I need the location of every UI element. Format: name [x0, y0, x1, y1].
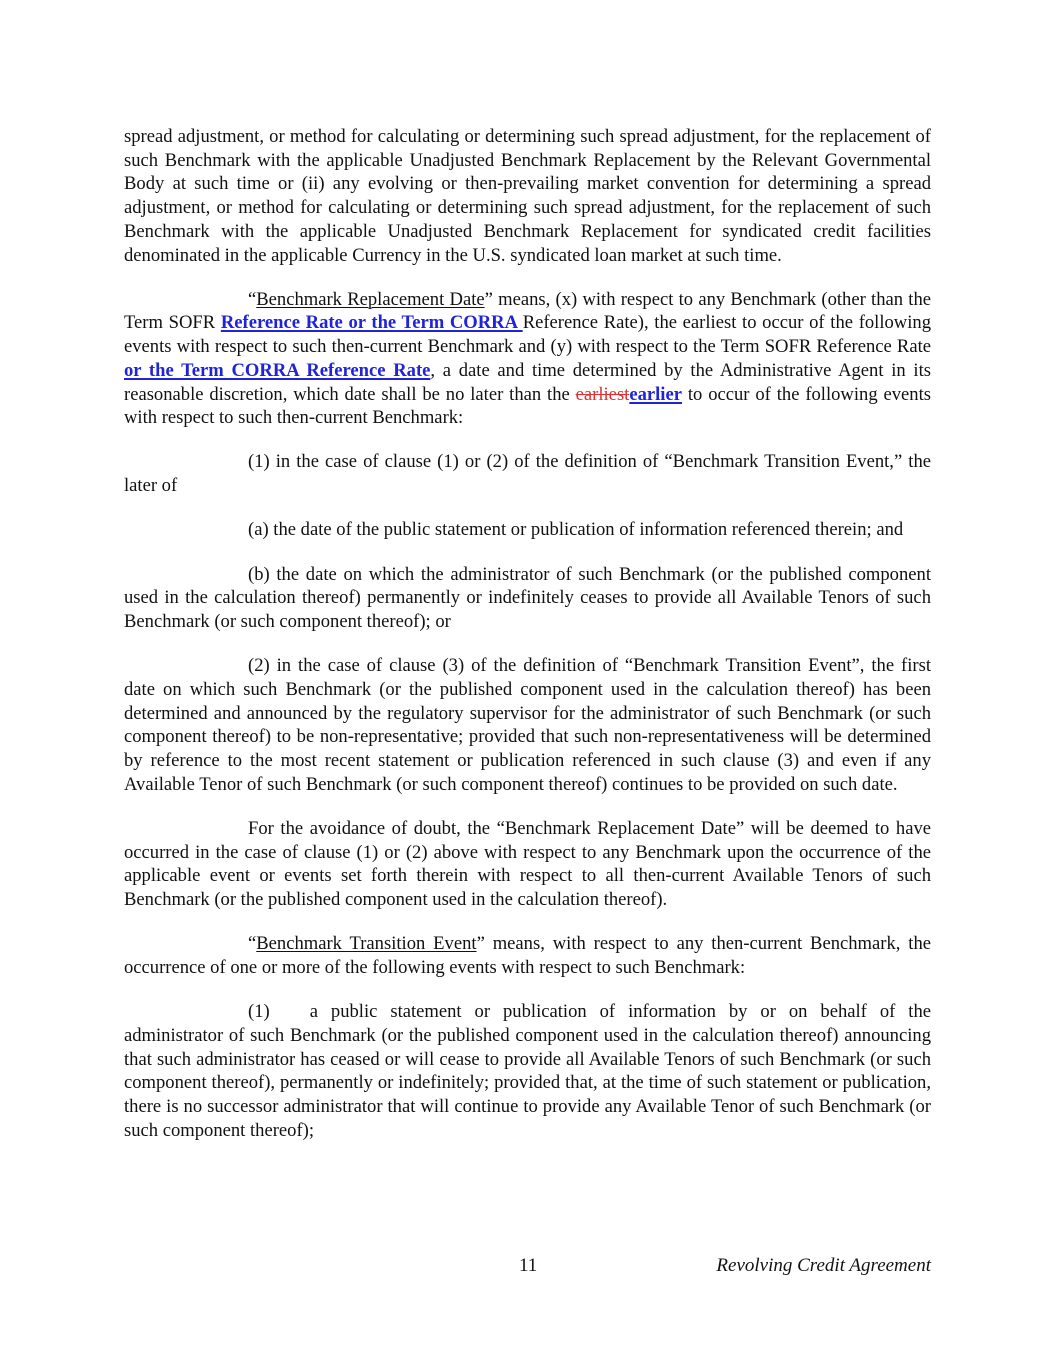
- definition-benchmark-transition-event: [124, 932, 931, 979]
- defined-term: Benchmark Replacement Date: [256, 288, 485, 310]
- inserted-text: earlier: [629, 383, 682, 405]
- event-text: a public statement or publication of information by or on behalf of the administrator of such Benchmark (or the published component used in the calculation thereof) announcing that such administrator has ceased or will cease to provide all Available Tenors of such Benchmark (or such component thereof), permanently or indefinitely; provided that, at the time of such statement or publication, there is no successor administrator that will continue to provide any Available Tenor of such Benchmark (or such component thereof);: [124, 1001, 931, 1141]
- defined-term: Benchmark Transition Event: [256, 933, 477, 955]
- document-title: Revolving Credit Agreement: [716, 1255, 931, 1276]
- event-1: [124, 1000, 931, 1142]
- text-segment: to occur of the following events with respect to such then-current Benchmark:: [124, 383, 931, 429]
- clause-1a: (a) the date of the public statement or publication of information referenced therein; and: [248, 519, 904, 541]
- deleted-text: earliest: [575, 383, 630, 405]
- document-body: [124, 125, 931, 1163]
- paragraph-avoidance-of-doubt: For the avoidance of doubt, the “Benchmark Replacement Date” will be deemed to have occurred in the case of clause (1) or (2) above with respect to any Benchmark upon the occurrence of the applicable event or events set forth therein with respect to all then-current Available Tenors of such Benchmark (or the published component used in the calculation thereof).: [124, 817, 931, 910]
- text-segment: ” means, (x) with respect to any Benchmark (other than the Term SOFR: [124, 288, 932, 334]
- inserted-text: or the Term CORRA Reference Rate: [124, 359, 431, 381]
- clause-1b: (b) the date on which the administrator of such Benchmark (or the published component used in the calculation thereof) permanently or indefinitely ceases to provide all Available Tenors of such Benchmark (or such component thereof); or: [124, 563, 931, 632]
- page-footer: [124, 1255, 931, 1281]
- definition-benchmark-replacement-date: [124, 288, 931, 430]
- event-number: (1): [248, 1001, 270, 1023]
- open-quote: “: [248, 288, 257, 310]
- text-segment: , a date and time determined by the Administrative Agent in its reasonable discretion, which date shall be no later than the: [124, 359, 931, 405]
- text-segment: ” means, with respect to any then-current Benchmark, the occurrence of one or more of the following events with respect to such Benchmark:: [124, 933, 932, 978]
- paragraph-spread-adjustment: spread adjustment, or method for calculating or determining such spread adjustment, for the replacement of such Benchmark with the applicable Unadjusted Benchmark Replacement by the Relevant Governmental Body at such time or (ii) any evolving or then-prevailing market convention for determining a spread adjustment, or method for calculating or determining such spread adjustment, for the replacement of such Benchmark with the applicable Unadjusted Benchmark Replacement for syndicated credit facilities denominated in the applicable Currency in the U.S. syndicated loan market at such time.: [124, 126, 931, 266]
- text-segment: Reference Rate), the earliest to occur of the following events with respect to such then-current Benchmark and (y) with respect to the Term SOFR Reference Rate: [124, 312, 931, 358]
- open-quote: “: [248, 933, 257, 955]
- clause-1: (1) in the case of clause (1) or (2) of the definition of “Benchmark Transition Event,” the later of: [124, 451, 931, 497]
- page-number: 11: [519, 1255, 538, 1276]
- inserted-text: Reference Rate or the Term CORRA: [220, 312, 523, 334]
- clause-2: (2) in the case of clause (3) of the definition of “Benchmark Transition Event”, the first date on which such Benchmark (or the published component used in the calculation thereof) has been determined and announced by the regulatory supervisor for the administrator of such Benchmark (or such component thereof) to be non-representative; provided that such non-representativeness will be determined by reference to the most recent statement or publication referenced in such clause (3) and even if any Available Tenor of such Benchmark (or such component thereof) continues to be provided on such date.: [124, 655, 931, 795]
